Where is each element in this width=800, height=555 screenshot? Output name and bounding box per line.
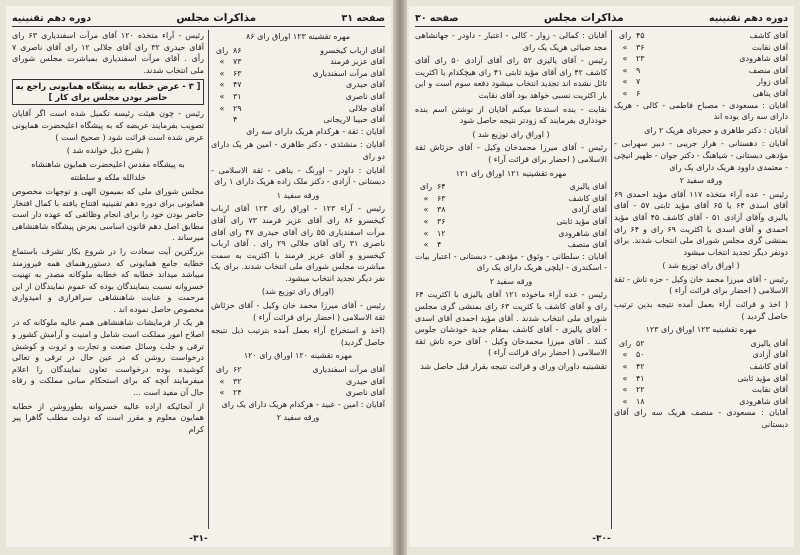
vote-candidate-name: آقای یالیزی [569, 182, 607, 192]
footer-page-number: -۳۱- [189, 534, 208, 544]
vote-candidate-name: آقای شاهرودی [558, 228, 607, 238]
paragraph: رئیس - چون هیئت رئیسه تکمیل شده است اگر آقایان تصویب بفرمایند عریضه که به پیشگاه اعلیحضرت همایونی عرض شده است قرائت شود ( صحیح است ) [12, 109, 204, 142]
vote-count: ۳۱ [233, 91, 242, 101]
vote-list [211, 45, 385, 126]
vote-unit: رای [618, 31, 632, 40]
paragraph: (اخذ و استخراج آراء بعمل آمده بترتیب ذیل نتیجه حاصل گردید) [211, 326, 385, 347]
vote-row [211, 103, 385, 115]
book-gutter [393, 0, 407, 555]
vote-candidate-name: آقای مؤید ثابتی [556, 216, 607, 226]
paragraph: هر یک ار فرمایشات شاهنشاهی همم عالیه ملوکانه که در اصلاح امور مملکت است شامل و امنیت و آرامش کشور و ترقی و جلب وسائل صنعت و تجارت و ثروت و کوشش درخواست روشن که در عین حال در ترقی و تعالی کوشیده بوده درخواست تعاون نمایندگان را اعلام میفرمایند آنچه که برای استحکام مبانی مملکت و رفاه حال آن مفید است ... [12, 318, 204, 398]
note: (اوراق رای توزیع شد) [261, 287, 335, 297]
vote-count: ۱۲ [437, 228, 446, 238]
vote-count: ۶۲ [233, 365, 242, 375]
paragraph: رئیس - آراء متخذه ۱۲۰ آقای مرآت اسفندیاری ۶۳ رای آقای حیدری ۳۲ رای آقای جلالی ۱۲ رای آقای ناصری ۷ رأی . آقای مرآت اسفندیاری بمباشرت مجلس شورای ملی انتخاب شدند. [12, 31, 204, 75]
vote-row [614, 361, 788, 373]
vote-candidate-name: آقای ارباب کیخسرو [320, 45, 385, 55]
vote-count: ۳۲ [233, 376, 242, 386]
vote-unit: » [622, 54, 628, 64]
vote-row [614, 42, 788, 54]
vote-count: ۴ [437, 240, 442, 250]
vote-row [614, 396, 788, 408]
vote-row [415, 228, 607, 240]
vote-candidate-name: آقای یالیزی [750, 338, 788, 348]
vote-count: ۲۴ [233, 388, 242, 398]
vote-list [614, 338, 788, 408]
vote-candidate-name: آقای نقابت [751, 42, 788, 52]
address-line: به پیشگاه مقدس اعلیحضرت همایون شاهنشاه [31, 159, 185, 169]
paragraph: ( اخذ و قرائت آراء بعمل آمده نتیجه بدین ترتیب حاصل گردید ) [614, 300, 788, 321]
column-right [211, 30, 385, 529]
vote-list [614, 30, 788, 100]
vote-list [211, 364, 385, 399]
vote-list [415, 181, 607, 251]
vote-row [614, 384, 788, 396]
vote-count: ۴۲ [636, 362, 645, 372]
column-divider [208, 30, 209, 529]
vote-row [614, 373, 788, 385]
vote-row [211, 387, 385, 399]
vote-candidate-name: آقای ناصری [345, 388, 385, 398]
vote-count: ۷ [636, 77, 641, 87]
vote-count: ۶۳ [233, 68, 242, 78]
vote-unit: » [423, 228, 429, 238]
vote-unit: » [219, 91, 225, 101]
vote-row [415, 193, 607, 205]
blank-ballots: ورقه سفید ۲ [276, 413, 320, 423]
vote-row [211, 79, 385, 91]
vote-count: ۱۸ [636, 396, 645, 406]
vote-count: ۳۸ [437, 205, 446, 215]
vote-row [614, 338, 788, 350]
column-right [614, 30, 788, 529]
vote-row [614, 349, 788, 361]
vote-candidate-name: آقای یناهی [752, 88, 788, 98]
note: ( اوراق رای توزیع شد ) [472, 129, 550, 139]
vote-unit: » [423, 240, 429, 250]
vote-unit: » [622, 385, 628, 395]
vote-unit: » [622, 42, 628, 52]
vote-count: ۹ [636, 65, 641, 75]
vote-count: ۲۲ [636, 385, 645, 395]
vote-count: ۵۲ [636, 338, 645, 348]
vote-unit: » [622, 350, 628, 360]
vote-unit: » [423, 216, 429, 226]
vote-candidate-name: آقای ناصری [345, 91, 385, 101]
page-header [415, 10, 788, 27]
paragraph: مجلس شورای ملی که بمیمون الهی و توجهات مخصوص همایونی برای دوره دهم تقنینیه افتتاح یافته با کمال افتخار حاضر بودن خود را برای انجام وظائفی که عهده دار است مطابق اصل دهم قانون اساسی بعرض پیشگاه شاهنشاهی میرساند . [12, 186, 204, 243]
vote-row [415, 239, 607, 251]
column-left [415, 30, 607, 529]
vote-unit: رای [215, 365, 229, 375]
vote-unit: رای [215, 45, 229, 55]
vote-row [211, 45, 385, 57]
vote-unit: » [219, 80, 225, 90]
vote-row [415, 204, 607, 216]
address-line: خلدالله ملکه و سلطنته [70, 173, 146, 183]
vote-unit: » [622, 373, 628, 383]
vote-candidate-name: آقای کاشف [749, 31, 788, 40]
vote-row [614, 30, 788, 42]
paragraph: آقایان : منشئدی - دکتر طاهری - امین هر یک دارای دو رای [211, 140, 385, 161]
vote-candidate-name: آقای جلالی [348, 103, 385, 113]
vote-candidate-name: آقای منصف [567, 240, 607, 250]
vote-unit: » [219, 68, 225, 78]
footer-page-number: -۳۰- [592, 534, 611, 544]
vote-count: ۴۵ [636, 31, 645, 40]
tally-summary: مهره تقشینه ۱۲۳ اوراق رای ۸۶ [245, 32, 351, 41]
vote-row [211, 376, 385, 388]
paragraph: رئیس - آقای میرزا محمد خان وکیل - آقای حزئاش ثقة الاسلامی ( احضار برای قرائت آراء ) [211, 301, 385, 322]
note: ( بشرح ذیل خوانده شد ) [66, 146, 150, 156]
paragraph: آقایان : مسعودی - منصف هریک سه رای آقای دبستانی [614, 408, 788, 429]
vote-row [614, 76, 788, 88]
vote-count: ۲۹ [233, 103, 242, 113]
header-session: دوره دهم تقنینیه [12, 12, 92, 24]
vote-row [211, 114, 385, 126]
vote-row [614, 88, 788, 100]
vote-unit: رای [618, 338, 632, 348]
page-31 [6, 6, 391, 547]
tally-summary: مهره تقشینه ۱۲۰ اوراق رای ۱۲۰ [243, 351, 353, 361]
vote-count: ۷۳ [233, 57, 242, 67]
vote-count: ۲۳ [636, 54, 645, 64]
vote-unit: » [622, 88, 628, 98]
vote-unit: » [622, 65, 628, 75]
vote-unit: » [219, 376, 225, 386]
vote-candidate-name: آقای حیدری [346, 376, 385, 386]
vote-candidate-name: آقای مرآت اسفندیاری [312, 68, 385, 78]
vote-candidate-name: آقای شاهرودی [739, 396, 788, 406]
vote-row [614, 53, 788, 65]
paragraph: رئیس - آقای یالیزی ۵۲ رای آقای آزادی ۵۰ رای آقای کاشف ۴۲ رای آقای مؤید ثابتی ۴۱ رای هیچکدام با اکثریت تائل نشده اند تجدید انتخاب میشود دفعه سوم است و این بار اکثریت نسبی خواهد بود آقای نقابت [415, 56, 607, 100]
column-divider [611, 30, 612, 529]
vote-candidate-name: آقای حیدری [346, 80, 385, 90]
vote-candidate-name: آقای مؤید ثابتی [737, 373, 788, 383]
page-header [12, 10, 385, 27]
vote-candidate-name: آقای منصف [748, 65, 788, 75]
page-30 [409, 6, 794, 547]
vote-count: ۴ [233, 115, 238, 125]
header-title: مذاکرات مجلس [543, 12, 624, 24]
tally-summary: مهره تقشینیه ۱۲۱ اوراق رای ۱۲۱ [455, 168, 567, 178]
paragraph: آقایان : ثقة - هرکدام هریک دارای سه رای [246, 126, 385, 136]
header-page-number: صفحه ۳۱ [341, 12, 385, 24]
vote-row [211, 56, 385, 68]
vote-unit: رای [419, 182, 433, 192]
vote-count: ۶۳ [437, 193, 446, 203]
note: ( اوراق رای توزیع شد ) [662, 261, 740, 271]
paragraph: تقشینیه داوران ورای و قرائت نتیجه بقرار قبل حاصل شد [420, 362, 607, 372]
vote-count: ۳۶ [437, 216, 446, 226]
vote-candidate-name: آقای شاهرودی [739, 54, 788, 64]
blank-ballots: ورقه سفید ۱ [276, 190, 320, 200]
vote-row [211, 68, 385, 80]
vote-count: ۶ [636, 88, 641, 98]
paragraph: نقابت - بنده استدعا میکنم آقایان از نوشتن اسم بنده خودداری بفرمایند که زودتر نتیجه حاصل شود [415, 104, 607, 126]
vote-count: ۵۰ [636, 350, 645, 360]
vote-count: ۶۴ [437, 182, 446, 192]
paragraph: رئیس - عده آراء ماخوذه ۱۲۱ آقای یالیزی با اکثریت ۶۴ رای و آقای کاشف با کثریت ۶۳ رای بمنشی گری مجلس شورای ملی انتخاب شدند . آقای مؤید احمدی آقای اسدی - آقای یالیزی - آقای کاشف بمقام جدید خودشان جلوس کنند . آقای میرزا محمدخان وکیل - آقای حزه تاش ثقة الاسلامی ( احضار برای قرائت آراء ) [415, 290, 607, 358]
column-left [12, 30, 204, 529]
paragraph: از آنجائیکه اراده عالیه خسروانه بطوروشن از خطابه همایون معلوم و مقرر است که دولت مطلب گاهرا پیر کرام [12, 401, 204, 434]
vote-count: ۳۶ [636, 42, 645, 52]
paragraph: رئیس - آقای میرزا محمدخان وکیل - آقای حزئاش ثقة الاسلامی ( احضار برای قرائت آراء ) [415, 143, 607, 164]
paragraph: آقایان : دکتر طاهری و حجرتای هریک ۲ رای [644, 125, 788, 135]
blank-ballots: ورقه سفید ۲ [679, 176, 723, 186]
vote-unit: » [219, 57, 225, 67]
vote-candidate-name: آقای نقابت [751, 385, 788, 395]
vote-unit: » [622, 362, 628, 372]
vote-candidate-name: آقای عزیز فرمند [330, 57, 385, 67]
section-heading: [ ۳ - عرض خطابه به پیشگاه همایونی راجع به حاضر بودن مجلس برای کار ] [12, 79, 204, 105]
vote-candidate-name: آقای زوار [756, 77, 788, 87]
paragraph: رئیس - عده آراء متخذه ۱۱۷ آقای مؤید احمدی ۶۹ آقای اسدی ۶۴ یا ۶۵ آقای مؤید ثابتی ۵۷ - آقای یالیزی وآقای آزادی ۵۱ - آقای کاشف ۴۵ آقای مؤید احمدی و آقای اسدی با اکثریت ۶۹ رای و ۶۴ رای بمنشی گری مجلس شورای ملی انتخاب شدند. برای دونفر دیگر تجدید انتخاب میشود [614, 189, 788, 257]
vote-count: ۴۱ [636, 373, 645, 383]
paragraph: رئیس - آقای میرزا محمد خان وکیل - حزه تاش - ثقة الاسلامی ( احضار برای قرائت آراء ) [614, 274, 788, 296]
header-session: دوره دهم تقنینیه [708, 12, 788, 24]
paragraph: آقایان : سلطانی - وثوق - مؤدهی - دبستانی - اعتبار بیات - اسکندری - ایلچی هریک دارای یک رای [415, 251, 607, 273]
paragraph: آقایان : دهستانی - هراز جریبی - دبیر سهرابی - مؤدهی دبستانی - شیاهنگ - دکتر جوان - ظهیر انیچی - معتمدی داوود هریک دارای یک رای [614, 139, 788, 172]
vote-candidate-name: آقای حبیبا لاریجانی [323, 115, 385, 125]
vote-unit: » [622, 77, 628, 87]
header-page-number: صفحه ۳۰ [415, 12, 459, 24]
paragraph: رئیس - آراء ۱۲۳ - اوراق رای ۱۲۳ آقای ارباب کیخسرو ۸۶ رای آقای عزیز فرمند ۷۳ رای آقای مرآت اسفندیاری ۵۵ رای آقای حیدری ۴۷ رای آقای ناصری ۳۱ رای آقای جلالی ۲۹ رای . آقای ارباب کیخسرو و آقای عزیز فرمند با اکثریت به سمت مباشرت مجلس شورای ملی انتخاب شدند. برای یک نفر دیگر تجدید انتخاب میشود. [211, 204, 385, 283]
vote-candidate-name: آقای کاشف [568, 193, 607, 203]
paragraph: آقایان : مسعودی - مصباح فاطمی - کالی - هریک دارای سه رای بوده اند [614, 100, 788, 122]
vote-count: ۴۷ [233, 80, 242, 90]
vote-unit: » [423, 205, 429, 215]
vote-row [614, 65, 788, 77]
header-title: مذاکرات مجلس [176, 12, 257, 24]
paragraph: بزرگترین آیت سعادت را در شروع بکار تشرف باستماع خطابه جامع همایونی که دستوررهنمای همه فیروزمند میباشد میداند خطابه که خطابه ملوکانه مصدر به تهنیت خسروانه نسبت بنمایندگان بوده که عموم نمایندگان از این مرحمت و عنایت شاهنشاهی سرافرازی و امیدواری مخصوص حاصل نموده اند . [12, 246, 204, 314]
vote-candidate-name: آقای کاشف [749, 362, 788, 372]
vote-row [415, 181, 607, 193]
vote-unit: » [219, 103, 225, 113]
vote-row [211, 91, 385, 103]
vote-candidate-name: آقای آزادی [752, 350, 788, 360]
vote-candidate-name: آقای مرآت اسفندیاری [312, 365, 385, 375]
vote-candidate-name: آقای آزادی [571, 205, 607, 215]
vote-unit: » [423, 193, 429, 203]
vote-row [211, 364, 385, 376]
paragraph: آقایان : کمالی - زوار - کالی - اعتبار - داودر - جهانشاهی مجد ضیائی هریک یک رای [415, 31, 607, 52]
vote-unit: » [622, 396, 628, 406]
tally-summary: مهره تقشینیه ۱۲۳ اوراق رای ۱۲۳ [645, 325, 757, 335]
vote-unit: » [219, 388, 225, 398]
vote-unit [211, 114, 233, 126]
paragraph: آقایان : داودر - اورنگ - یناهی - ثقة الاسلامی - دبستانی - آزادی - دکتر ملک زاده هریک دارای ۱ رای [211, 165, 385, 187]
paragraph: آقایان : امین - عبید - هرکدام هریک دارای یک رای [221, 399, 385, 409]
blank-ballots: ورقه سفید ۲ [489, 276, 533, 286]
vote-row [415, 216, 607, 228]
vote-count: ۸۶ [233, 45, 242, 55]
